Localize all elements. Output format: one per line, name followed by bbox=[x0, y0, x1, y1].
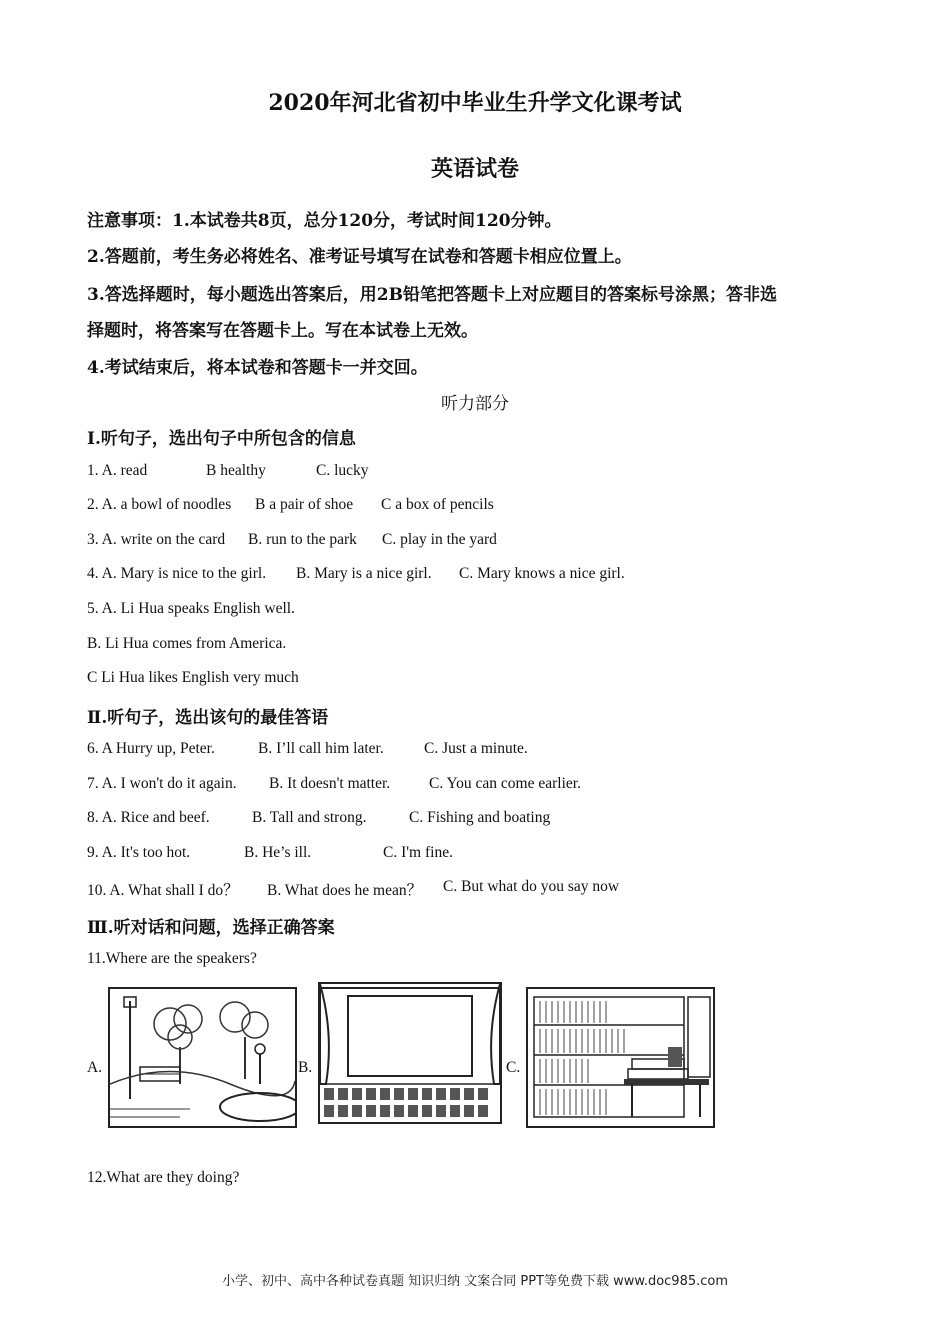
section3-heading: Ⅲ.听对话和问题，选择正确答案 bbox=[87, 918, 335, 938]
note-line-4: 择题时，将答案写在答题卡上。写在本试卷上无效。 bbox=[87, 321, 478, 341]
q2-option-b: B a pair of shoe bbox=[255, 496, 354, 513]
question-5-a: 5. A. Li Hua speaks English well. bbox=[87, 600, 295, 617]
q10-option-a: 10. A. What shall I do？ bbox=[87, 882, 239, 899]
q6-option-c: C. Just a minute. bbox=[424, 740, 528, 757]
q6-option-b: B. I’ll call him later. bbox=[258, 740, 384, 757]
question-12: 12.What are they doing? bbox=[87, 1169, 240, 1186]
q2-option-a: 2. A. a bowl of noodles bbox=[87, 496, 232, 513]
q11-label-a: A. bbox=[87, 1059, 103, 1076]
exam-subtitle: 英语试卷 bbox=[430, 156, 519, 182]
question-11: 11.Where are the speakers? bbox=[87, 950, 257, 967]
note-line-5: 4.考试结束后，将本试卷和答题卡一并交回。 bbox=[87, 358, 428, 378]
library-picture bbox=[526, 987, 715, 1128]
q8-option-c: C. Fishing and boating bbox=[409, 809, 551, 826]
note-line-1: 注意事项：1.本试卷共8页，总分120分，考试时间120分钟。 bbox=[87, 211, 562, 231]
q3-option-c: C. play in the yard bbox=[382, 531, 497, 548]
q3-option-a: 3. A. write on the card bbox=[87, 531, 226, 548]
cinema-picture bbox=[318, 982, 502, 1124]
q4-option-b: B. Mary is a nice girl. bbox=[296, 565, 432, 582]
q10-option-b: B. What does he mean？ bbox=[267, 882, 423, 899]
q7-option-b: B. It doesn't matter. bbox=[269, 775, 391, 792]
q1-option-c: C. lucky bbox=[316, 462, 369, 479]
q8-option-b: B. Tall and strong. bbox=[252, 809, 367, 826]
question-5-b: B. Li Hua comes from America. bbox=[87, 635, 287, 652]
q7-option-c: C. You can come earlier. bbox=[429, 775, 581, 792]
q1-option-a: 1. A. read bbox=[87, 462, 148, 479]
section2-heading: Ⅱ.听句子，选出该句的最佳答语 bbox=[87, 708, 329, 728]
q8-option-a: 8. A. Rice and beef. bbox=[87, 809, 210, 826]
q3-option-b: B. run to the park bbox=[248, 531, 357, 548]
cinema-illustration bbox=[320, 984, 500, 1122]
q1-option-b: B healthy bbox=[206, 462, 266, 479]
q9-option-b: B. He’s ill. bbox=[244, 844, 312, 861]
question-5-c: C Li Hua likes English very much bbox=[87, 669, 299, 686]
note-line-2: 2.答题前，考生务必将姓名、准考证号填写在试卷和答题卡相应位置上。 bbox=[87, 247, 632, 267]
q6-option-a: 6. A Hurry up, Peter. bbox=[87, 740, 215, 757]
q9-option-c: C. I'm fine. bbox=[383, 844, 453, 861]
page-footer: 小学、初中、高中各种试卷真题 知识归纳 文案合同 PPT等免费下载 www.doc985.com bbox=[221, 1274, 729, 1289]
q7-option-a: 7. A. I won't do it again. bbox=[87, 775, 237, 792]
park-picture bbox=[108, 987, 297, 1128]
exam-title: 2020年河北省初中毕业生升学文化课考试 bbox=[268, 90, 682, 116]
q4-option-a: 4. A. Mary is nice to the girl. bbox=[87, 565, 267, 582]
q11-label-b: B. bbox=[298, 1059, 313, 1076]
part-title: 听力部分 bbox=[441, 394, 509, 414]
q9-option-a: 9. A. It's too hot. bbox=[87, 844, 191, 861]
note-line-3: 3.答选择题时，每小题选出答案后，用2B铅笔把答题卡上对应题目的答案标号涂黑；答非选 bbox=[87, 285, 777, 305]
q10-option-c: C. But what do you say now bbox=[443, 878, 620, 895]
park-illustration bbox=[110, 989, 295, 1126]
q2-option-c: C a box of pencils bbox=[381, 496, 494, 513]
q11-label-c: C. bbox=[506, 1059, 521, 1076]
q4-option-c: C. Mary knows a nice girl. bbox=[459, 565, 625, 582]
library-illustration bbox=[528, 989, 713, 1126]
section1-heading: Ⅰ.听句子，选出句子中所包含的信息 bbox=[87, 429, 356, 449]
